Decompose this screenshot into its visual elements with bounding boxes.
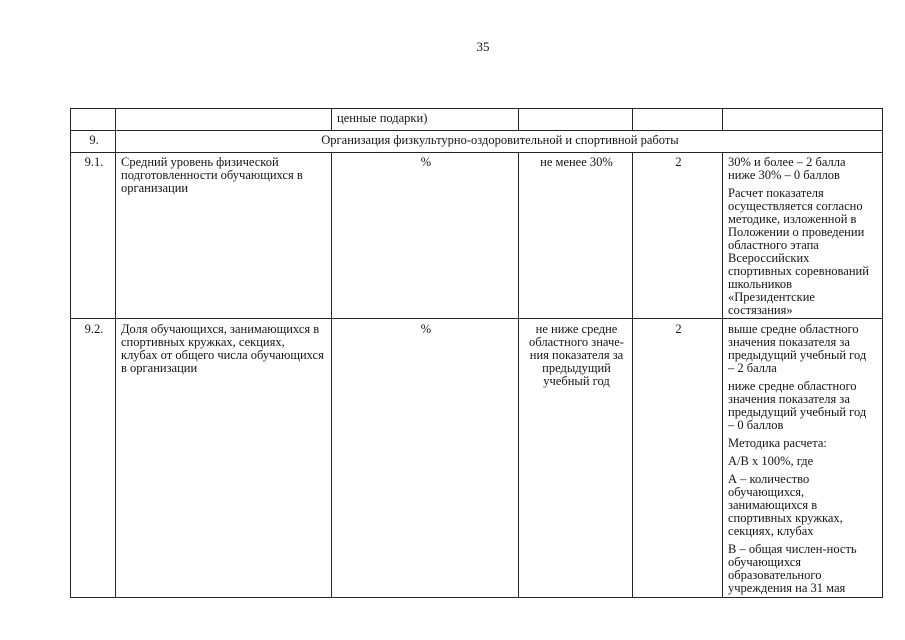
table-row	[71, 153, 883, 319]
empty-cell	[519, 109, 633, 131]
indicator-criteria	[723, 319, 883, 598]
indicator-points: 2	[633, 153, 723, 319]
table-row-continuation	[71, 109, 883, 131]
indicator-name: Доля обучающихся, занимающихся в спортивных кружках, секциях, клубах от общего числа обучающихся в организации	[116, 319, 332, 598]
table-row-section	[71, 131, 883, 153]
indicator-table	[70, 108, 883, 598]
indicator-criteria	[723, 153, 883, 319]
empty-cell	[71, 109, 116, 131]
indicator-norm: не ниже средне областного значе- ния показателя за предыдущий учебный год	[519, 319, 633, 598]
empty-cell	[723, 109, 883, 131]
empty-cell	[116, 109, 332, 131]
indicator-unit: %	[332, 319, 519, 598]
criteria-paragraph: В – общая числен-ность обучающихся образовательного учреждения на 31 мая	[728, 542, 857, 595]
table-row	[71, 319, 883, 598]
criteria-paragraph: ниже средне областного значения показателя за предыдущий учебный год – 0 баллов	[728, 379, 867, 432]
indicator-points: 2	[633, 319, 723, 598]
criteria-paragraph: Расчет показателя осуществляется согласно методике, изложенной в Положении о проведении областного этапа Всероссийских спортивных соревнований школьников «Президентские состязания»	[728, 186, 869, 317]
section-number: 9.	[71, 131, 116, 153]
criteria-paragraph: А – количество обучающихся, занимающихся в спортивных кружках, секциях, клубах	[728, 472, 843, 538]
criteria-paragraph: 30% и более – 2 балла ниже 30% – 0 баллов	[728, 155, 846, 182]
indicator-number: 9.2.	[71, 319, 116, 598]
indicator-unit: %	[332, 153, 519, 319]
empty-cell	[633, 109, 723, 131]
criteria-paragraph: Методика расчета:	[728, 436, 827, 450]
section-title: Организация физкультурно-оздоровительной и спортивной работы	[116, 131, 883, 153]
indicator-norm: не менее 30%	[519, 153, 633, 319]
indicator-name: Средний уровень физической подготовленности обучающихся в организации	[116, 153, 332, 319]
page-number: 35	[476, 39, 490, 54]
continuation-unit-cell: ценные подарки)	[332, 109, 519, 131]
indicator-number: 9.1.	[71, 153, 116, 319]
criteria-paragraph: А/В х 100%, где	[728, 454, 814, 468]
criteria-paragraph: выше средне областного значения показателя за предыдущий учебный год – 2 балла	[728, 322, 867, 375]
